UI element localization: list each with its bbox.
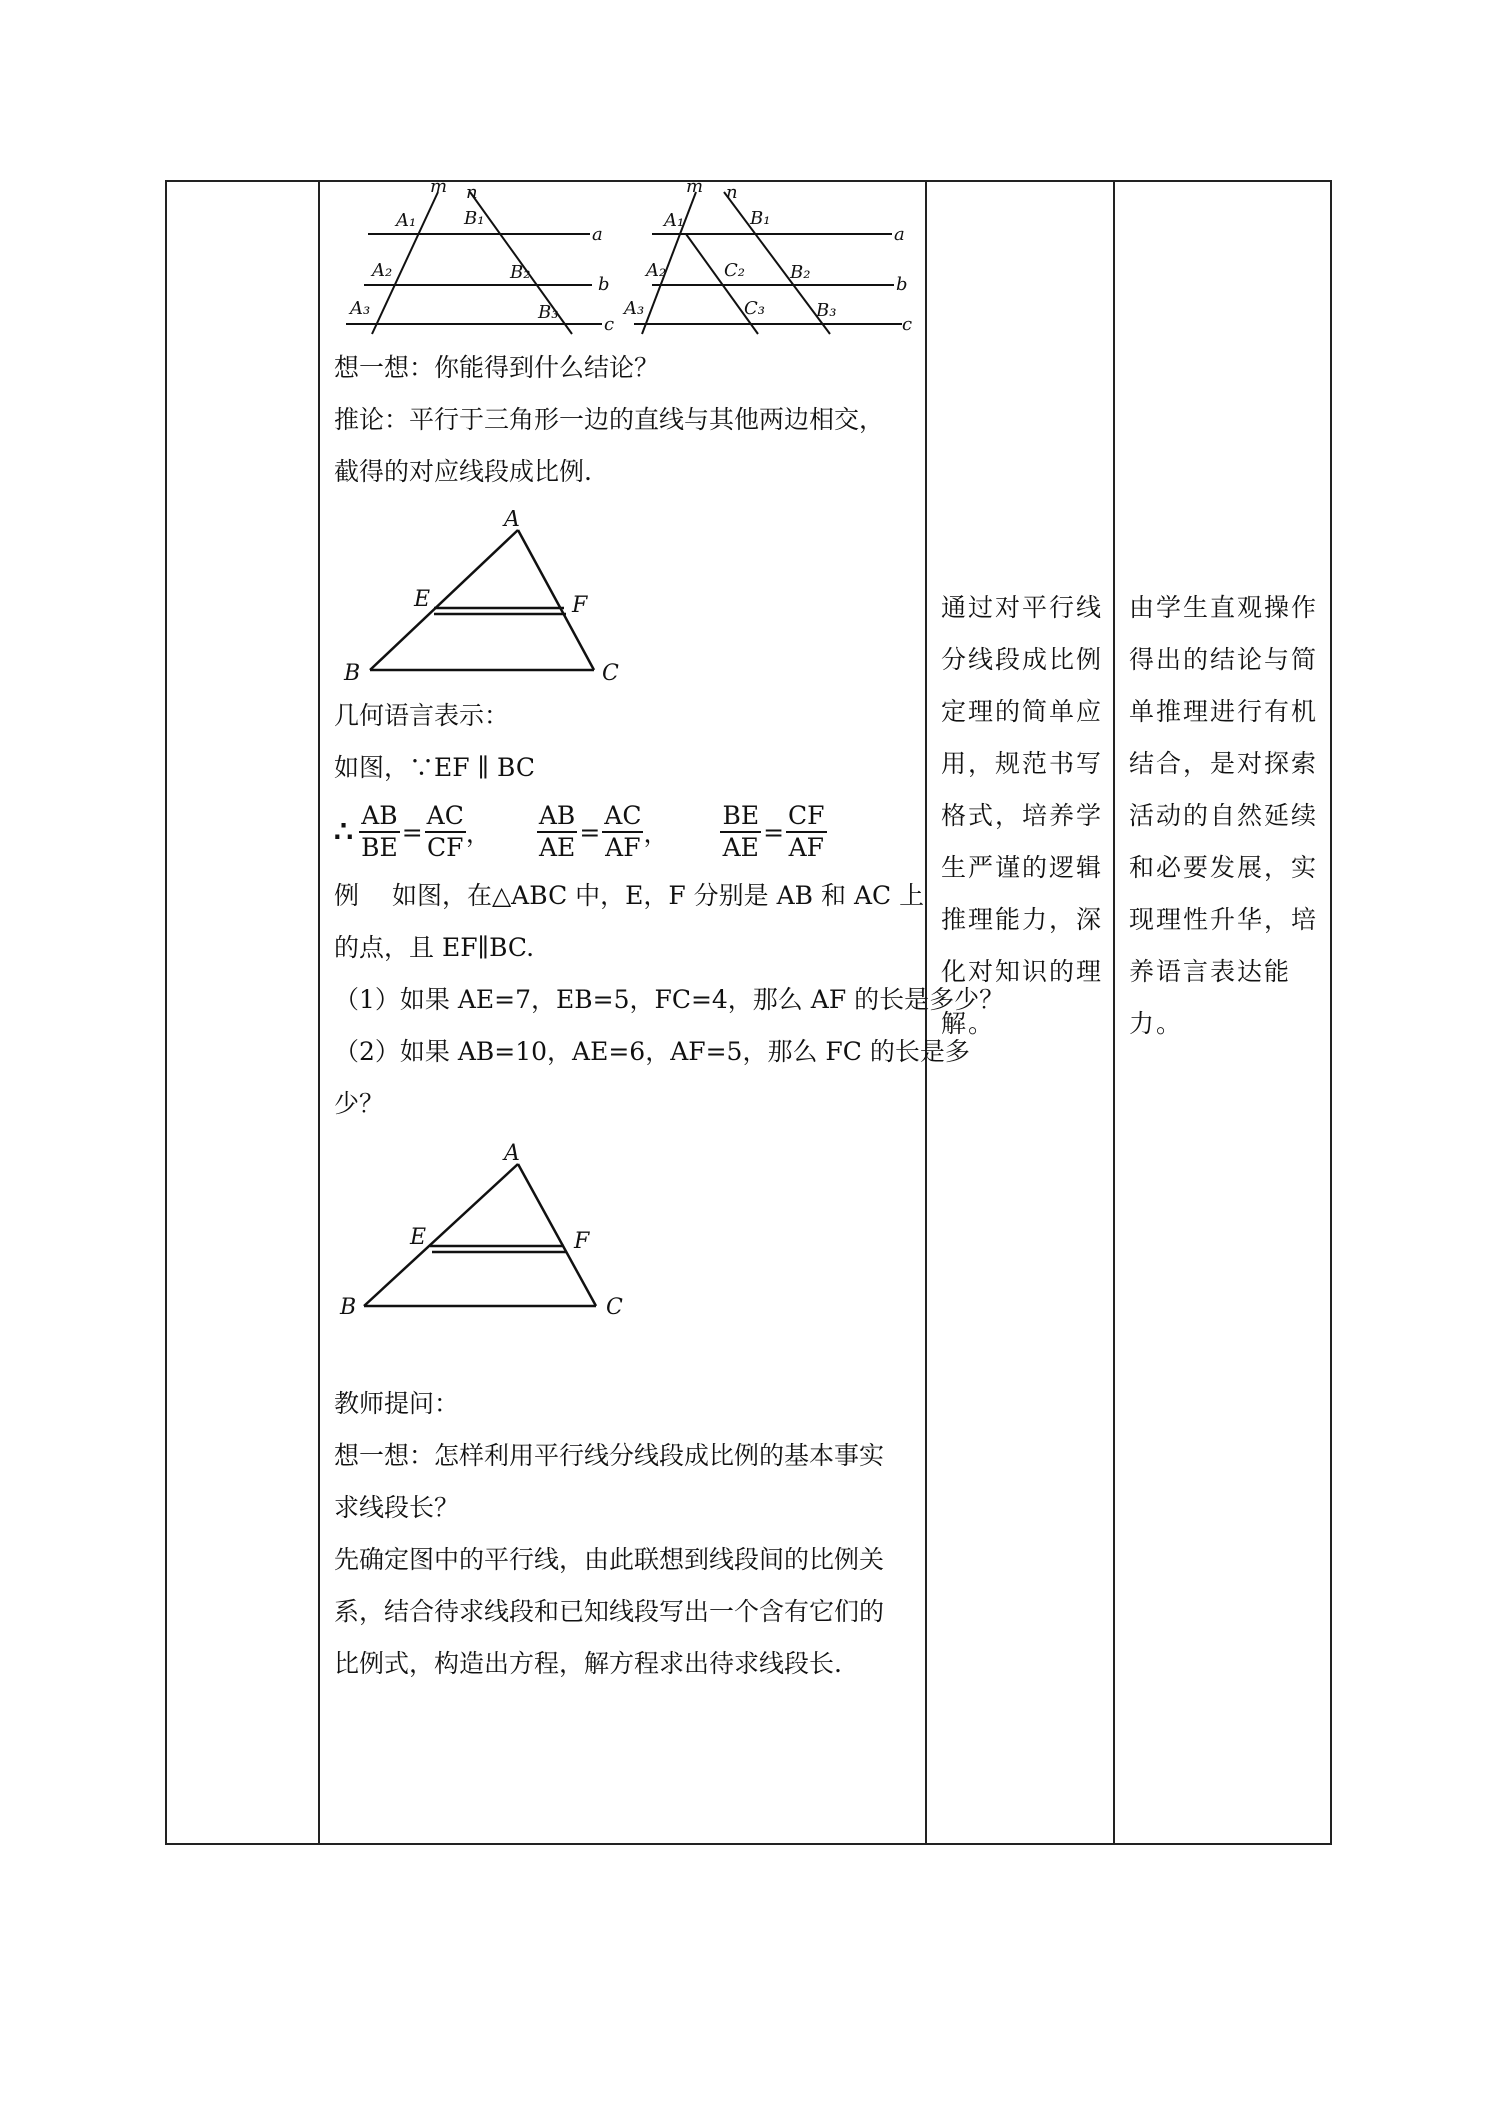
- parallel-lines-svg: [334, 182, 914, 342]
- numerator: AC: [425, 801, 466, 833]
- denominator: AF: [788, 833, 824, 862]
- numerator: AB: [359, 801, 400, 833]
- label-c: c: [604, 314, 615, 335]
- think-question: 想一想：你能得到什么结论？: [334, 353, 660, 382]
- design-intent-text: 通过对平行线分线段成比例定理的简单应用，规范书写格式，培养学生严谨的逻辑推理能力，深化对知识的理解。: [941, 593, 1104, 1038]
- example-line: 例 如图，在△ABC 中，E，F 分别是 AB 和 AC 上: [334, 881, 925, 910]
- example-line: 的点，且 EF∥BC.: [334, 933, 535, 962]
- label-A2: A₂: [646, 260, 667, 281]
- think-question: 求线段长？: [334, 1493, 460, 1522]
- design-purpose-text: 由学生直观操作得出的结论与简单推理进行有机结合，是对探索活动的自然延续和必要发展，实现理性升华，培养语言表达能力。: [1129, 593, 1319, 1038]
- parallel-lines-figure: [334, 182, 913, 342]
- proportion-1: [359, 801, 491, 863]
- triangle-svg: [334, 1136, 654, 1334]
- question-1: （1）如果 AE=7，EB=5，FC=4，那么 AF 的长是多少？: [334, 985, 1005, 1014]
- label-C2: C₂: [724, 260, 745, 281]
- equals-sign: =: [401, 817, 423, 847]
- intent-cell: [927, 182, 1113, 1843]
- vertex-C: C: [602, 661, 619, 686]
- geometry-language: 几何语言表示：: [334, 701, 510, 730]
- question-2: 少？: [334, 1089, 385, 1118]
- denominator: AE: [538, 833, 576, 862]
- separator: ，: [643, 819, 669, 848]
- corollary-line: 推论：平行于三角形一边的直线与其他两边相交，: [334, 405, 885, 434]
- therefore-symbol: ∴: [334, 814, 354, 850]
- label-A3: A₃: [350, 298, 371, 319]
- denominator: AE: [722, 833, 759, 862]
- label-A3: A₃: [624, 298, 645, 319]
- triangle-figure: [334, 510, 913, 690]
- denominator: AF: [605, 833, 641, 862]
- vertex-B: B: [344, 661, 361, 686]
- label-c: c: [902, 314, 913, 335]
- label-b: b: [896, 274, 908, 295]
- method-line: 系，结合待求线段和已知线段写出一个含有它们的: [334, 1597, 885, 1626]
- label-a: a: [894, 224, 905, 245]
- label-A1: A₁: [664, 210, 685, 231]
- separator: ，: [465, 819, 491, 848]
- teacher-question: 教师提问：: [334, 1389, 460, 1418]
- as-figure-line: 如图，∵EF ∥ BC: [334, 753, 536, 782]
- equals-sign: =: [579, 817, 601, 847]
- question-2: （2）如果 AB=10，AE=6，AF=5，那么 FC 的长是多: [334, 1037, 970, 1066]
- lesson-table: [165, 180, 1332, 1845]
- label-m: m: [686, 182, 704, 197]
- label-B2: B₂: [510, 262, 531, 283]
- numerator: AB: [537, 801, 577, 833]
- numerator: CF: [786, 801, 826, 833]
- vertex-A: A: [504, 1141, 520, 1166]
- denominator: CF: [427, 833, 464, 862]
- vertex-B: B: [340, 1295, 357, 1320]
- point-F: F: [572, 593, 588, 618]
- label-b: b: [598, 274, 610, 295]
- label-A1: A₁: [396, 210, 417, 231]
- label-m: m: [430, 182, 448, 197]
- proportion-3: [720, 801, 826, 863]
- denominator: BE: [361, 833, 398, 862]
- proportion-row: [334, 794, 913, 870]
- vertex-A: A: [504, 510, 520, 532]
- label-B3: B₃: [538, 302, 559, 323]
- label-B3: B₃: [816, 300, 837, 321]
- label-B2: B₂: [790, 262, 811, 283]
- method-line: 比例式，构造出方程，解方程求出待求线段长.: [334, 1649, 842, 1678]
- purpose-cell: [1115, 182, 1332, 1843]
- numerator: BE: [720, 801, 761, 833]
- method-line: 先确定图中的平行线，由此联想到线段间的比例关: [334, 1545, 885, 1574]
- think-question: 想一想：怎样利用平行线分线段成比例的基本事实: [334, 1441, 885, 1470]
- point-E: E: [410, 1225, 427, 1250]
- point-E: E: [414, 587, 431, 612]
- content-cell: [320, 182, 1005, 1843]
- triangle-figure: [334, 1136, 913, 1334]
- corollary-line: 截得的对应线段成比例.: [334, 457, 592, 486]
- label-A2: A₂: [372, 260, 393, 281]
- vertex-C: C: [606, 1295, 623, 1320]
- equals-sign: =: [763, 817, 785, 847]
- label-B1: B₁: [464, 208, 485, 229]
- label-n: n: [466, 182, 478, 203]
- label-B1: B₁: [750, 208, 771, 229]
- point-F: F: [574, 1229, 590, 1254]
- numerator: AC: [602, 801, 643, 833]
- label-n: n: [726, 182, 738, 203]
- label-a: a: [592, 224, 603, 245]
- triangle-svg: [334, 510, 634, 690]
- label-C3: C₃: [744, 298, 765, 319]
- proportion-2: [537, 801, 669, 863]
